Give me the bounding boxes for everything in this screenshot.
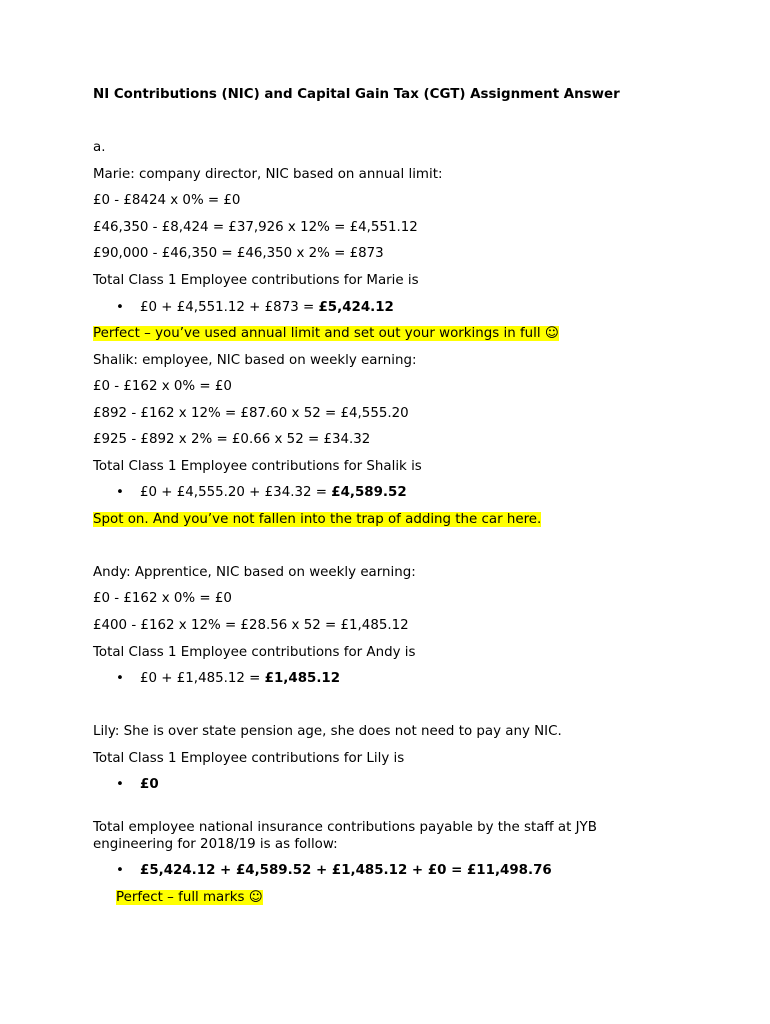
shalik-feedback-highlight: Spot on. And you’ve not fallen into the trap of adding the car here. <box>93 512 542 527</box>
marie-feedback <box>93 325 559 342</box>
marie-bullet-text: £0 + £4,551.12 + £873 = <box>140 300 319 315</box>
andy-bullet-total: £1,485.12 <box>264 671 341 686</box>
andy-heading: Andy: Apprentice, NIC based on weekly earning: <box>93 565 416 580</box>
summary-bullet-total: £5,424.12 + £4,589.52 + £1,485.12 + £0 = £11,498.76 <box>140 863 552 878</box>
shalik-feedback <box>93 511 541 528</box>
marie-bullet-total: £5,424.12 <box>318 300 394 315</box>
shalik-heading: Shalik: employee, NIC based on weekly earning: <box>93 353 417 368</box>
marie-calc-1: £0 - £8424 x 0% = £0 <box>93 193 241 208</box>
marie-feedback-highlight: Perfect – you’ve used annual limit and set out your workings in full ☺ <box>93 326 559 341</box>
shalik-total-bullet <box>116 484 407 501</box>
bullet-icon: • <box>116 300 124 315</box>
shalik-calc-1: £0 - £162 x 0% = £0 <box>93 379 232 394</box>
shalik-bullet-total: £4,589.52 <box>331 485 407 500</box>
marie-heading: Marie: company director, NIC based on annual limit: <box>93 167 443 182</box>
section-label: a. <box>93 140 106 155</box>
bullet-icon: • <box>116 671 124 686</box>
summary-feedback-highlight: Perfect – full marks ☺ <box>116 890 263 905</box>
lily-total-bullet <box>116 776 159 793</box>
shalik-total-label: Total Class 1 Employee contributions for Shalik is <box>93 459 422 474</box>
bullet-icon: • <box>116 863 124 878</box>
shalik-calc-3: £925 - £892 x 2% = £0.66 x 52 = £34.32 <box>93 432 371 447</box>
summary-total-bullet <box>116 862 552 879</box>
bullet-icon: • <box>116 485 124 500</box>
shalik-bullet-text: £0 + £4,555.20 + £34.32 = <box>140 485 332 500</box>
bullet-icon: • <box>116 777 124 792</box>
lily-total-label: Total Class 1 Employee contributions for Lily is <box>93 751 405 766</box>
andy-calc-2: £400 - £162 x 12% = £28.56 x 52 = £1,485.12 <box>93 618 409 633</box>
andy-bullet-text: £0 + £1,485.12 = <box>140 671 265 686</box>
marie-total-label: Total Class 1 Employee contributions for Marie is <box>93 273 419 288</box>
marie-calc-3: £90,000 - £46,350 = £46,350 x 2% = £873 <box>93 246 384 261</box>
document-title: NI Contributions (NIC) and Capital Gain Tax (CGT) Assignment Answer <box>93 87 620 102</box>
lily-heading: Lily: She is over state pension age, she does not need to pay any NIC. <box>93 724 562 739</box>
summary-feedback <box>116 889 263 906</box>
lily-bullet-total: £0 <box>140 777 159 792</box>
marie-total-bullet <box>116 299 394 316</box>
andy-total-bullet <box>116 670 340 687</box>
andy-calc-1: £0 - £162 x 0% = £0 <box>93 591 232 606</box>
summary-text: Total employee national insurance contributions payable by the staff at JYB engineering for 2018/19 is as follow: <box>93 820 597 852</box>
shalik-calc-2: £892 - £162 x 12% = £87.60 x 52 = £4,555.20 <box>93 406 409 421</box>
marie-calc-2: £46,350 - £8,424 = £37,926 x 12% = £4,551.12 <box>93 220 418 235</box>
andy-total-label: Total Class 1 Employee contributions for Andy is <box>93 645 416 660</box>
